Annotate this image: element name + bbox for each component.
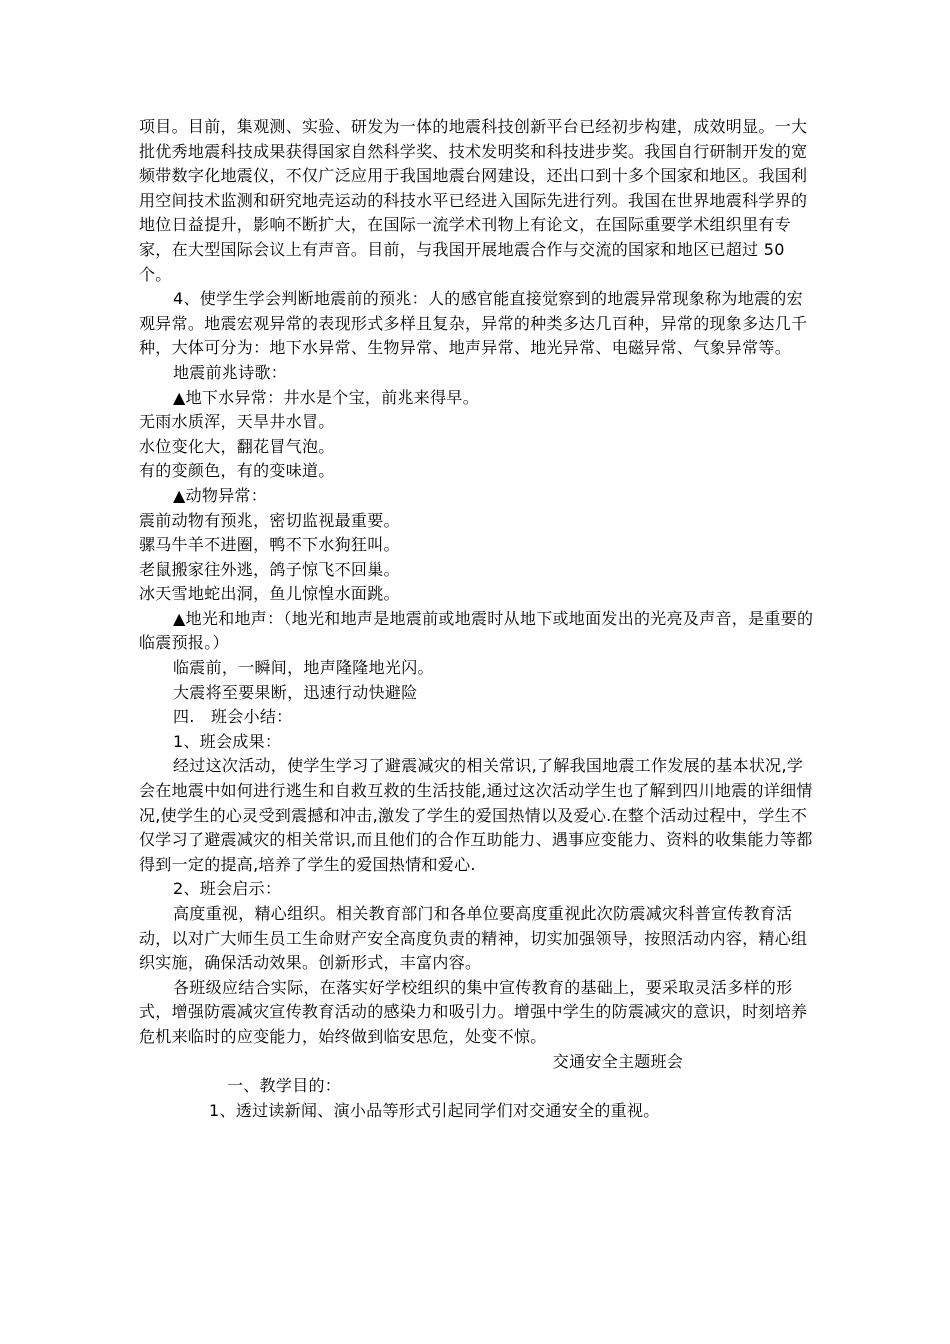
poem-water-line-1: 无雨水质浑，天旱井水冒。 (139, 412, 335, 432)
poem-light-line-1: 临震前，一瞬间，地声隆隆地光闪。 (173, 658, 434, 678)
insight-body-1: 高度重视，精心组织。相关教育部门和各单位要高度重视此次防震减灾科普宣传教育活动，以对广大师生员工生命财产安全高度负责的精神，切实加强领导，按照活动内容，精心组织实施，确保活动效果。创新形式，丰富内容。 (139, 904, 808, 973)
poem-title: 地震前兆诗歌： (173, 362, 288, 382)
traffic-safety-title: 交通安全主题班会 (552, 1051, 684, 1071)
summary-heading: 四. 班会小结： (173, 707, 293, 727)
teaching-goal-heading: 一、教学目的： (227, 1076, 342, 1096)
poem-animal-heading: ▲动物异常： (173, 485, 268, 505)
insight-body-2: 各班级应结合实际，在落实好学校组织的集中宣传教育的基础上，要采取灵活多样的形式，增强防震减灾宣传教育活动的感染力和吸引力。增强中学生的防震减灾的意识，时刻培养危机来临时的应变能力，始终做到临安思危，处变不惊。 (139, 977, 808, 1046)
poem-animal-line-4: 冰天雪地蛇出洞，鱼儿惊惶水面跳。 (139, 584, 400, 604)
result-heading: 1、班会成果： (173, 731, 282, 751)
poem-light-heading: ▲地光和地声：（地光和地声是地震前或地震时从地下或地面发出的光亮及声音，是重要的临震预报。） (139, 608, 814, 653)
poem-animal-line-3: 老鼠搬家往外逃，鸽子惊飞不回巢。 (139, 559, 400, 579)
result-body: 经过这次活动，使学生学习了避震减灾的相关常识,了解我国地震工作发展的基本状况,学会在地震中如何进行逃生和自救互救的生活技能,通过这次活动学生也了解到四川地震的详细情况,使学生的心灵受到震撼和冲击,激发了学生的爱国热情以及爱心.在整个活动过程中，学生不仅学习了避震减灾的相关常识,而且他们的合作互助能力、遇事应变能力、资料的收集能力等都得到一定的提高,培养了学生的爱国热情和爱心. (139, 756, 813, 874)
poem-water-line-2: 水位变化大，翻花冒气泡。 (139, 436, 335, 456)
poem-animal-line-2: 骡马牛羊不进圈，鸭不下水狗狂叫。 (139, 535, 400, 555)
paragraph-research-progress: 项目。目前，集观测、实验、研发为一体的地震科技创新平台已经初步构建，成效明显。一大批优秀地震科技成果获得国家自然科学奖、技术发明奖和科技进步奖。我国自行研制开发的宽频带数字化地震仪，不仅广泛应用于我国地震台网建设，还出口到十多个国家和地区。我国利用空间技术监测和研究地壳运动的科技水平已经进入国际先进行列。我国在世界地震科学界的地位日益提升，影响不断扩大，在国际一流学术刊物上有论文，在国际重要学术组织里有专家，在大型国际会议上有声音。目前，与我国开展地震合作与交流的国家和地区已超过 50 个。 (139, 117, 808, 284)
insight-heading: 2、班会启示： (173, 879, 282, 899)
teaching-goal-item-1: 1、透过读新闻、演小品等形式引起同学们对交通安全的重视。 (209, 1100, 660, 1120)
poem-animal-line-1: 震前动物有预兆，密切监视最重要。 (139, 510, 400, 530)
poem-light-line-2: 大震将至要果断，迅速行动快避险 (173, 682, 418, 702)
poem-water-heading: ▲地下水异常：井水是个宝，前兆来得早。 (173, 387, 480, 407)
poem-water-line-3: 有的变颜色，有的变味道。 (139, 461, 335, 481)
document-body (139, 115, 817, 1123)
paragraph-earthquake-signs: 4、使学生学会判断地震前的预兆：人的感官能直接觉察到的地震异常现象称为地震的宏观异常。地震宏观异常的表现形式多样且复杂，异常的种类多达几百种，异常的现象多达几千种，大体可分为：地下水异常、生物异常、地声异常、地光异常、电磁异常、气象异常等。 (139, 289, 808, 358)
